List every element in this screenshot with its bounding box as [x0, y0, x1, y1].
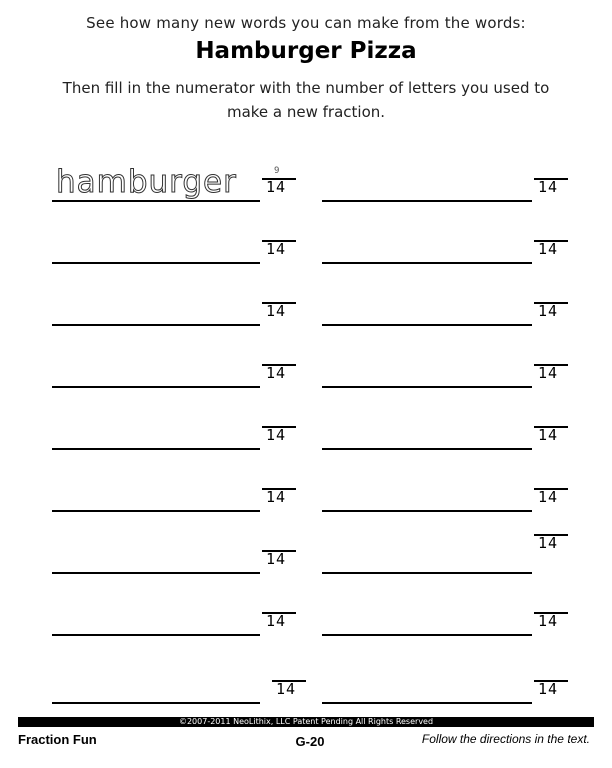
- answer-row: [0, 526, 612, 586]
- fraction-denominator: 14: [538, 240, 559, 258]
- fraction: [262, 412, 296, 452]
- fraction-denominator: 14: [266, 302, 287, 320]
- answer-row: [0, 154, 612, 214]
- fraction-denominator: 14: [538, 364, 559, 382]
- fraction: [534, 474, 568, 514]
- answer-line[interactable]: [322, 262, 532, 264]
- answer-line[interactable]: [52, 324, 260, 326]
- fraction-denominator: 14: [538, 488, 559, 506]
- fraction: [262, 536, 296, 576]
- footer-book-title: Fraction Fun: [18, 732, 97, 747]
- answer-row: [0, 650, 612, 710]
- fraction-denominator: 14: [266, 178, 287, 196]
- answer-row: [0, 588, 612, 648]
- fraction: [534, 666, 568, 706]
- fraction-denominator: 14: [538, 612, 559, 630]
- fraction-denominator: 14: [266, 426, 287, 444]
- fraction: [272, 666, 306, 706]
- fraction-denominator: 14: [266, 488, 287, 506]
- fraction: [534, 598, 568, 638]
- fraction: [534, 226, 568, 266]
- answer-line[interactable]: [322, 200, 532, 202]
- answer-line[interactable]: [52, 634, 260, 636]
- fraction: [534, 350, 568, 390]
- intro-text: See how many new words you can make from the words:: [86, 14, 526, 32]
- answer-line[interactable]: [322, 386, 532, 388]
- fraction-denominator: 14: [276, 680, 297, 698]
- answer-line[interactable]: [322, 510, 532, 512]
- fraction-denominator: 14: [266, 612, 287, 630]
- fraction: [262, 226, 296, 266]
- answer-line[interactable]: [52, 702, 260, 704]
- fraction-denominator: 14: [538, 426, 559, 444]
- answer-line[interactable]: [322, 448, 532, 450]
- answer-line[interactable]: [52, 386, 260, 388]
- answer-line[interactable]: [52, 510, 260, 512]
- answer-line[interactable]: [52, 448, 260, 450]
- fraction: [534, 288, 568, 328]
- fraction: [262, 350, 296, 390]
- answer-row: [0, 402, 612, 462]
- answer-row: [0, 464, 612, 524]
- fraction-denominator: 14: [266, 364, 287, 382]
- footer-page-number: G-20: [295, 734, 325, 749]
- fraction: [534, 520, 568, 560]
- page-title: Hamburger Pizza: [195, 38, 417, 64]
- answer-line[interactable]: [52, 262, 260, 264]
- fraction: [262, 474, 296, 514]
- fraction-denominator: 14: [266, 550, 287, 568]
- answer-row: [0, 216, 612, 276]
- fraction: [534, 412, 568, 452]
- example-word: hamburger: [56, 164, 237, 200]
- fraction: [262, 598, 296, 638]
- fraction-denominator: 14: [538, 680, 559, 698]
- answer-line[interactable]: [322, 702, 532, 704]
- fraction-numerator: 9: [274, 166, 280, 176]
- answer-line[interactable]: [52, 572, 260, 574]
- answer-row: [0, 278, 612, 338]
- answer-row: [0, 340, 612, 400]
- answer-line[interactable]: [322, 572, 532, 574]
- answer-line[interactable]: [322, 324, 532, 326]
- answer-line[interactable]: [322, 634, 532, 636]
- fraction: [534, 164, 568, 204]
- copyright-bar: ©2007-2011 NeoLithix, LLC Patent Pending All Rights Reserved: [18, 717, 594, 727]
- fraction-denominator: 14: [538, 534, 559, 552]
- instructions-text: Then fill in the numerator with the number of letters you used to make a new fraction.: [62, 79, 550, 121]
- fraction: [262, 288, 296, 328]
- fraction-denominator: 14: [538, 178, 559, 196]
- fraction-denominator: 14: [538, 302, 559, 320]
- footer-directions: Follow the directions in the text.: [421, 732, 590, 746]
- fraction-denominator: 14: [266, 240, 287, 258]
- fraction: [262, 164, 296, 204]
